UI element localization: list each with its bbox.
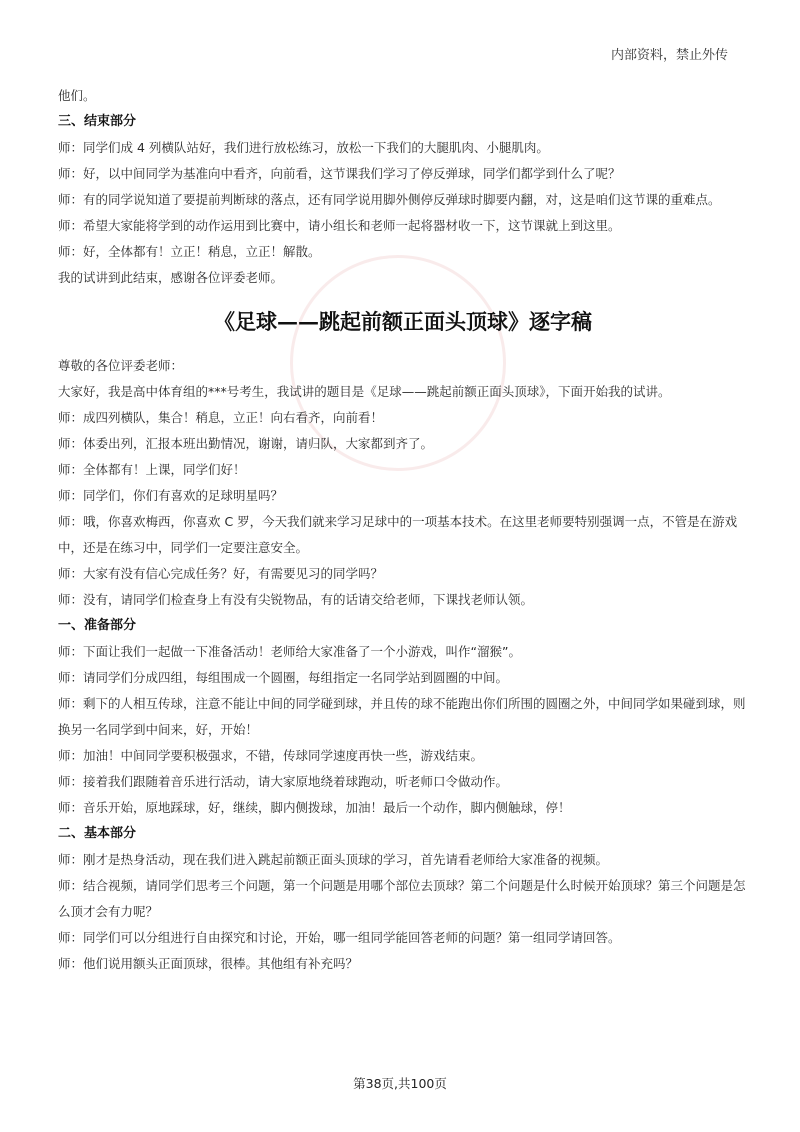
paragraph: 师：同学们成 4 列横队站好，我们进行放松练习，放松一下我们的大腿肌肉、小腿肌肉。: [58, 140, 549, 155]
section-heading-basic: 二、基本部分: [58, 826, 137, 841]
paragraph: 师：下面让我们一起做一下准备活动！老师给大家准备了一个小游戏，叫作“溜猴”。: [58, 644, 521, 659]
document-body: [58, 83, 748, 977]
paragraph: 尊敬的各位评委老师：: [58, 358, 184, 373]
paragraph: 师：同学们，你们有喜欢的足球明星吗？: [58, 488, 284, 503]
paragraph: 大家好，我是高中体育组的***号考生，我试讲的题目是《足球——跳起前额正面头顶球》，下面开始我的试讲。: [58, 384, 671, 399]
paragraph: 师：有的同学说知道了要提前判断球的落点，还有同学说用脚外侧停反弹球时脚要内翻，对，这是咱们这节课的重难点。: [58, 192, 721, 207]
section-heading-prep: 一、准备部分: [58, 618, 137, 633]
page-title: 《足球——跳起前额正面头顶球》逐字稿: [214, 309, 592, 334]
paragraph: 师：大家有没有信心完成任务？好，有需要见习的同学吗？: [58, 566, 384, 581]
paragraph: 师：好，以中间同学为基准向中看齐，向前看，这节课我们学习了停反弹球，同学们都学到什么了呢？: [58, 166, 621, 181]
paragraph: 师：他们说用额头正面顶球，很棒。其他组有补充吗？: [58, 956, 359, 971]
paragraph: 师：加油！中间同学要积极强求，不错，传球同学速度再快一些，游戏结束。: [58, 748, 484, 763]
page-number: 第38页,共100页: [353, 1076, 447, 1091]
paragraph: 师：体委出列，汇报本班出勤情况，谢谢，请归队，大家都到齐了。: [58, 436, 434, 451]
paragraph: 师：刚才是热身活动，现在我们进入跳起前额正面头顶球的学习，首先请看老师给大家准备的视频。: [58, 852, 609, 867]
paragraph: 师：结合视频，请同学们思考三个问题，第一个问题是用哪个部位去顶球？第二个问题是什么时候开始顶球？第三个问题是怎么顶才会有力呢？: [58, 878, 746, 919]
paragraph: 师：成四列横队，集合！稍息，立正！向右看齐，向前看！: [58, 410, 384, 425]
paragraph: 他们。: [58, 88, 96, 103]
section-heading-end: 三、结束部分: [58, 114, 137, 129]
paragraph: 师：剩下的人相互传球，注意不能让中间的同学碰到球，并且传的球不能跑出你们所围的圆圈之外，中间同学如果碰到球，则换另一名同学到中间来，好，开始！: [58, 696, 746, 737]
paragraph: 我的试讲到此结束，感谢各位评委老师。: [58, 270, 284, 285]
paragraph: 师：接着我们跟随着音乐进行活动，请大家原地绕着球跑动，听老师口令做动作。: [58, 774, 509, 789]
paragraph: 师：没有，请同学们检查身上有没有尖锐物品，有的话请交给老师，下课找老师认领。: [58, 592, 534, 607]
paragraph: 师：请同学们分成四组，每组围成一个圆圈，每组指定一名同学站到圆圈的中间。: [58, 670, 509, 685]
paragraph: 师：希望大家能将学到的动作运用到比赛中，请小组长和老师一起将器材收一下，这节课就上到这里。: [58, 218, 621, 233]
paragraph: 师：好，全体都有！立正！稍息，立正！解散。: [58, 244, 321, 259]
header-note: 内部资料，禁止外传: [610, 48, 728, 63]
paragraph: 师：哦，你喜欢梅西，你喜欢 C 罗，今天我们就来学习足球中的一项基本技术。在这里老师要特别强调一点，不管是在游戏中，还是在练习中，同学们一定要注意安全。: [58, 514, 738, 555]
paragraph: 师：全体都有！上课，同学们好！: [58, 462, 246, 477]
paragraph: 师：音乐开始，原地踩球，好，继续，脚内侧拨球，加油！最后一个动作，脚内侧触球，停！: [58, 800, 571, 815]
paragraph: 师：同学们可以分组进行自由探究和讨论，开始，哪一组同学能回答老师的问题？第一组同学请回答。: [58, 930, 621, 945]
